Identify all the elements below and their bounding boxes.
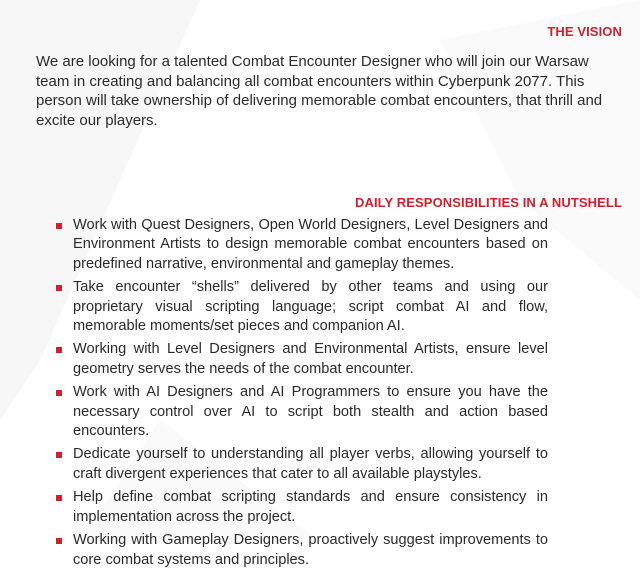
list-item-text: Help define combat scripting standards and ensure consistency in implementation across the project. (73, 489, 548, 525)
square-bullet-icon (56, 452, 62, 458)
list-item-text: Take encounter “shells” delivered by other teams and using our proprietary visual scripting language; script combat AI and flow, memorable moments/set pieces and companion AI. (73, 279, 548, 335)
list-item (56, 531, 548, 570)
vision-heading: THE VISION (547, 24, 622, 39)
list-item-text: Work with Quest Designers, Open World Designers, Level Designers and Environment Artists to design memorable combat encounters based on predefined narrative, environmental and gameplay themes. (73, 217, 548, 272)
square-bullet-icon (56, 390, 62, 396)
square-bullet-icon (56, 495, 62, 501)
list-item (56, 216, 548, 274)
list-item (56, 445, 548, 484)
responsibilities-heading: DAILY RESPONSIBILITIES IN A NUTSHELL (354, 195, 622, 210)
square-bullet-icon (56, 285, 62, 291)
responsibilities-list (56, 216, 548, 574)
list-item-text: Working with Gameplay Designers, proactively suggest improvements to core combat systems and principles. (73, 532, 548, 568)
list-item (56, 488, 548, 527)
list-item (56, 278, 548, 336)
list-item (56, 340, 548, 379)
vision-paragraph: We are looking for a talented Combat Encounter Designer who will join our Warsaw team in creating and balancing all combat encounters within Cyberpunk 2077. This person will take ownership of delivering memorable combat encounters, that thrill and excite our players. (36, 53, 603, 129)
list-item-text: Working with Level Designers and Environmental Artists, ensure level geometry serves the needs of the combat encounter. (73, 341, 548, 377)
list-item-text: Dedicate yourself to understanding all player verbs, allowing yourself to craft divergent experiences that cater to all available playstyles. (73, 446, 548, 482)
square-bullet-icon (56, 538, 62, 544)
square-bullet-icon (56, 347, 62, 353)
list-item (56, 383, 548, 441)
square-bullet-icon (56, 223, 62, 229)
list-item-text: Work with AI Designers and AI Programmers to ensure you have the necessary control over AI to script both stealth and action based encounters. (73, 384, 548, 440)
